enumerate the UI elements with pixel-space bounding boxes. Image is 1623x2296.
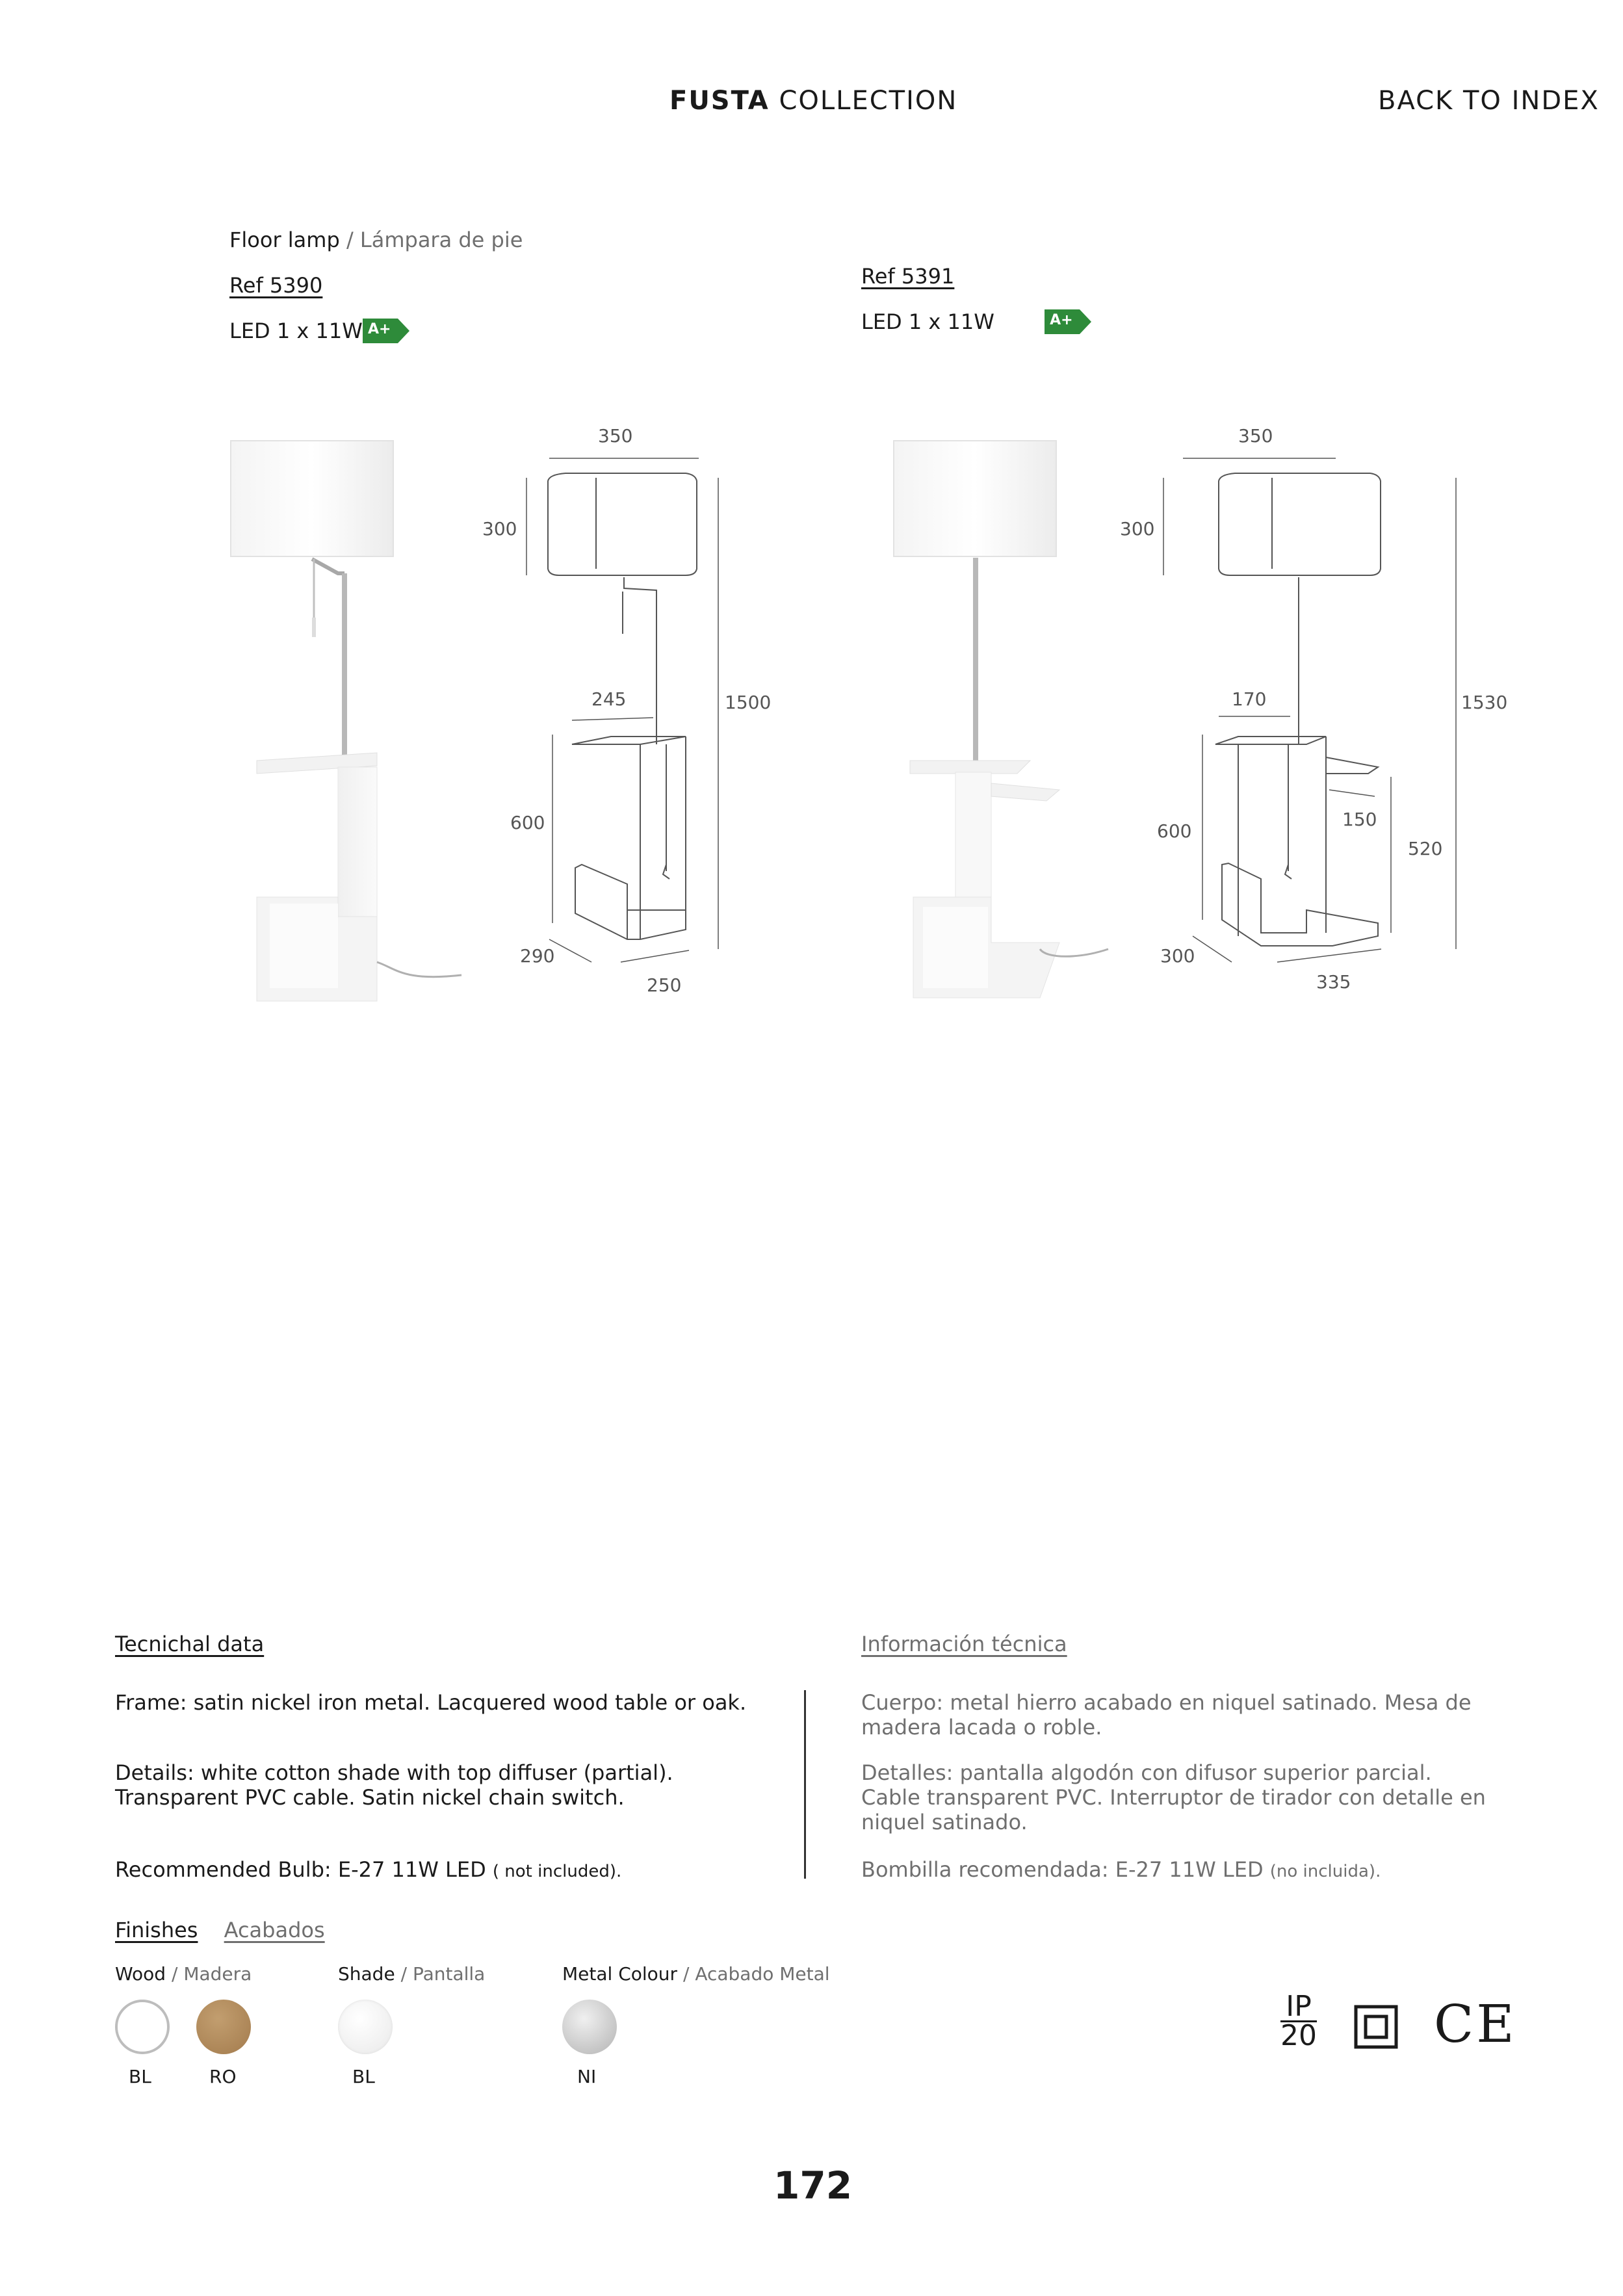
finish-code: BL <box>129 2066 151 2087</box>
finishes-heading-es: Acabados <box>224 1918 325 1942</box>
finish-label-en: Shade <box>338 1963 395 1985</box>
finish-code: RO <box>209 2066 237 2087</box>
dim-shade-height: 300 <box>1120 518 1155 540</box>
finish-code: NI <box>577 2066 597 2087</box>
finish-code: BL <box>352 2066 375 2087</box>
finishes-heading <box>115 1918 325 1942</box>
dim-table-height: 600 <box>510 812 545 833</box>
tech-frame-text: Frame: satin nickel iron metal. Lacquered wood table or oak. <box>115 1690 747 1715</box>
finish-label-es: Pantalla <box>412 1963 486 1985</box>
product-ref-link[interactable]: Ref 5390 <box>229 273 323 298</box>
column-divider <box>804 1690 806 1879</box>
dim-table-width: 170 <box>1232 688 1267 710</box>
product-ref-link[interactable]: Ref 5391 <box>861 264 955 289</box>
product-photo-5391 <box>884 429 1144 1014</box>
dimension-drawing-5390 <box>474 416 786 1001</box>
dim-side-width: 150 <box>1342 809 1377 830</box>
page-number: 172 <box>773 2163 853 2208</box>
energy-label-badge <box>363 319 409 343</box>
dim-width: 250 <box>647 974 682 996</box>
back-to-index-link[interactable]: BACK TO INDEX <box>1378 86 1600 116</box>
energy-class: A+ <box>368 321 391 337</box>
tech-details-es <box>861 1760 1511 1834</box>
swatch-wood-white[interactable] <box>115 2000 170 2054</box>
ip-rating-value: 20 <box>1280 2019 1317 2052</box>
dimension-drawing-5391 <box>1118 416 1521 1001</box>
product-photo-5390 <box>221 429 481 1014</box>
collection-title <box>669 86 957 116</box>
tech-frame-line: madera lacada o roble. <box>861 1715 1102 1740</box>
tech-details-line: Cable transparent PVC. Interruptor de tirador con detalle en <box>861 1785 1486 1810</box>
tech-bulb-note: ( not included). <box>492 1862 622 1881</box>
class-ii-icon <box>1354 2005 1398 2049</box>
tech-bulb-text: Bombilla recomendada: E-27 11W LED <box>861 1857 1264 1882</box>
dim-width: 335 <box>1316 971 1351 993</box>
finish-label-en: Wood <box>115 1963 166 1985</box>
energy-label-badge <box>1045 309 1091 334</box>
dim-shade-height: 300 <box>482 518 517 540</box>
tech-frame-es <box>861 1690 1511 1740</box>
swatch-metal-nickel[interactable] <box>562 2000 617 2054</box>
product-type-separator: / <box>346 228 354 252</box>
led-spec: LED 1 x 11W <box>229 319 363 343</box>
dim-top: 350 <box>1238 425 1273 447</box>
tech-frame-line: Cuerpo: metal hierro acabado en niquel satinado. Mesa de <box>861 1690 1472 1715</box>
tech-data-heading-es: Información técnica <box>861 1632 1067 1656</box>
dim-top: 350 <box>598 425 633 447</box>
tech-details <box>115 1760 772 1810</box>
tech-frame <box>115 1690 772 1715</box>
ip-rating-label: IP <box>1286 1990 1312 2023</box>
ce-mark-icon: CE <box>1434 1994 1517 2054</box>
product-type <box>229 228 523 252</box>
collection-label: COLLECTION <box>779 86 958 116</box>
ip-rating-icon <box>1275 1990 1322 2052</box>
dim-table-height: 600 <box>1157 820 1192 842</box>
product-type-en: Floor lamp <box>229 228 340 252</box>
dim-total-height: 1530 <box>1461 692 1508 713</box>
finish-label-en: Metal Colour <box>562 1963 678 1985</box>
tech-bulb-note: (no incluida). <box>1269 1862 1381 1881</box>
led-spec: LED 1 x 11W <box>861 309 994 334</box>
tech-bulb-es <box>861 1857 1511 1884</box>
product-type-es: Lámpara de pie <box>359 228 523 252</box>
tech-details-line: Detalles: pantalla algodón con difusor superior parcial. <box>861 1760 1432 1785</box>
swatch-wood-oak[interactable] <box>196 2000 251 2054</box>
tech-details-line: Transparent PVC cable. Satin nickel chain switch. <box>115 1785 625 1810</box>
finish-group-shade-label: Shade / Pantalla <box>338 1963 486 1985</box>
energy-class: A+ <box>1050 312 1073 328</box>
tech-bulb-text: Recommended Bulb: E-27 11W LED <box>115 1857 486 1882</box>
dim-side-height: 520 <box>1408 838 1443 859</box>
dim-table-width: 245 <box>591 688 627 710</box>
dim-depth: 300 <box>1160 945 1195 967</box>
finish-label-es: Madera <box>183 1963 252 1985</box>
brand-name: FUSTA <box>669 86 770 116</box>
swatch-shade-white[interactable] <box>338 2000 393 2054</box>
finish-group-wood-label: Wood / Madera <box>115 1963 252 1985</box>
tech-details-line: Details: white cotton shade with top diffuser (partial). <box>115 1760 673 1785</box>
finish-label-es: Acabado Metal <box>695 1963 830 1985</box>
dim-depth: 290 <box>520 945 555 967</box>
tech-data-heading: Tecnichal data <box>115 1632 265 1656</box>
finishes-heading-en: Finishes <box>115 1918 198 1942</box>
dim-total-height: 1500 <box>725 692 772 713</box>
tech-bulb <box>115 1857 772 1884</box>
tech-details-line: niquel satinado. <box>861 1810 1028 1834</box>
finish-group-metal-label: Metal Colour / Acabado Metal <box>562 1963 830 1985</box>
